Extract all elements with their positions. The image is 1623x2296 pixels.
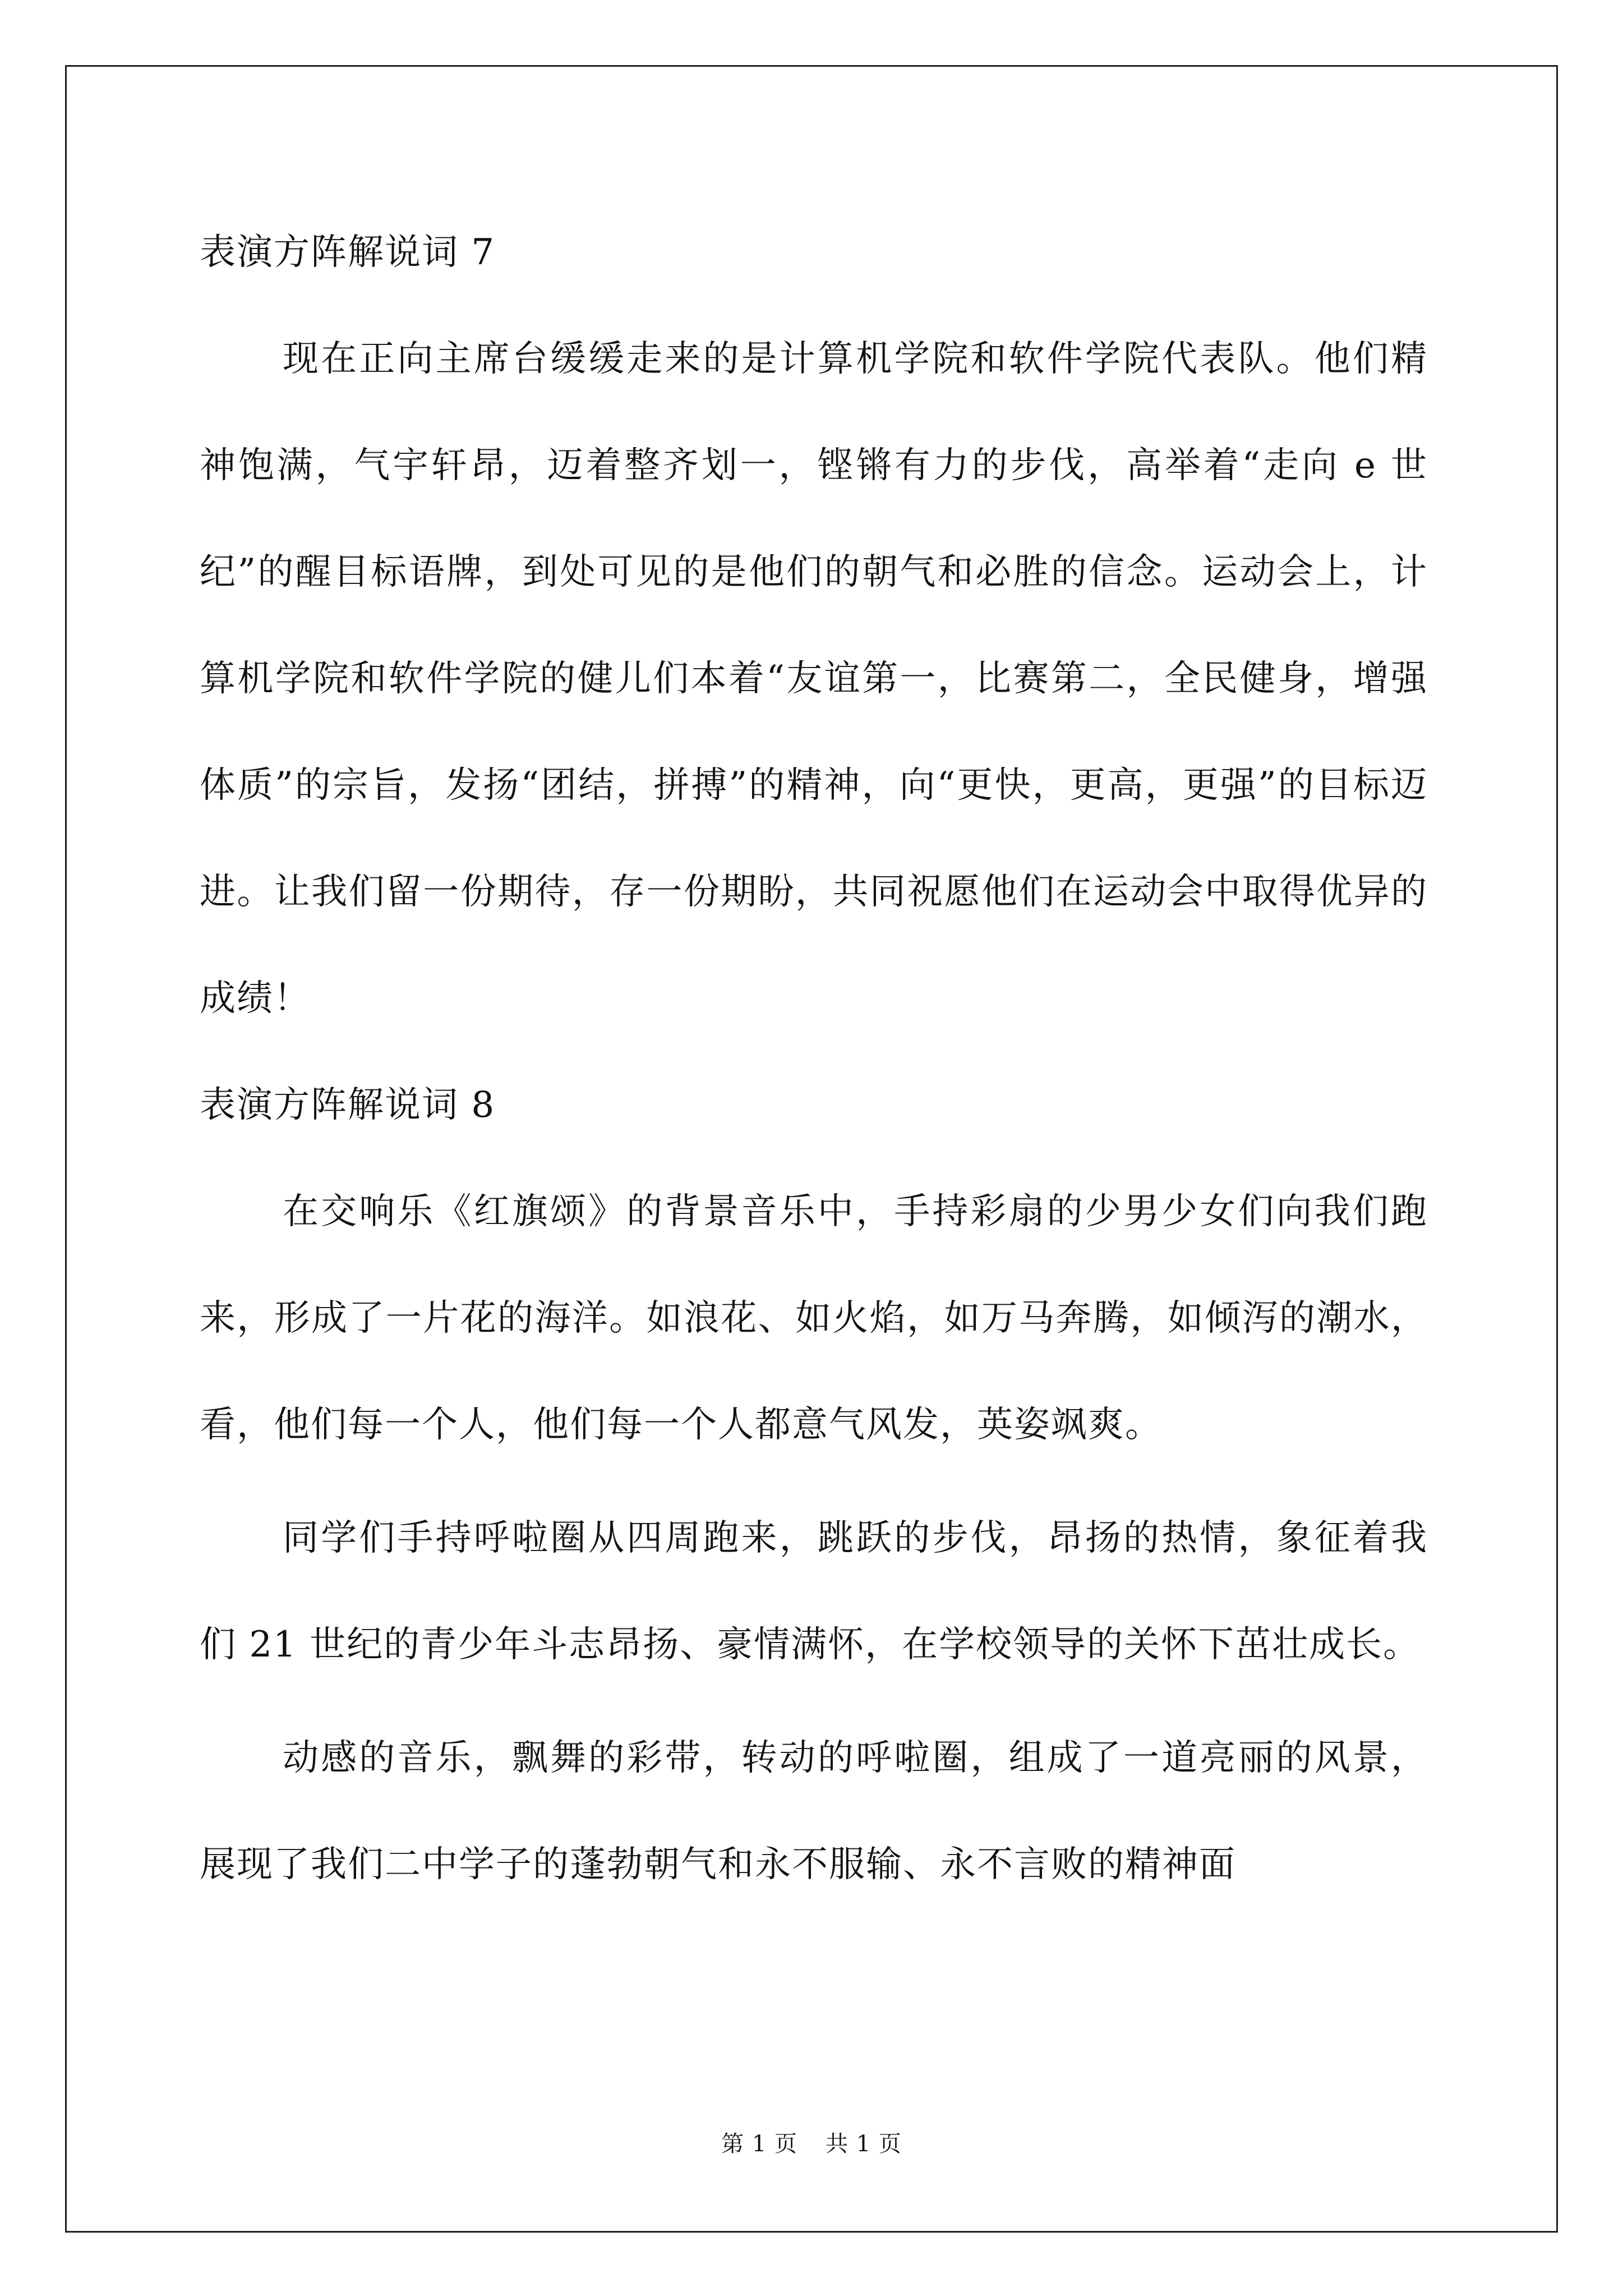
section-heading: 表演方阵解说词 8 [200, 1084, 496, 1126]
paragraph: 现在正向主席台缓缓走来的是计算机学院和软件学院代表队。他们精神饱满，气宇轩昂，迈着整齐划一，铿锵有力的步伐，高举着“走向 e 世纪”的醒目标语牌，到处可见的是他们的朝气和必胜的信念。运动会上，计算机学院和软件学院的健儿们本着“友谊第一，比赛第二，全民健身，增强体质”的宗旨，发扬“团结，拼搏”的精神，向“更快，更高，更强”的目标迈进。让我们留一份期待，存一份期盼，共同祝愿他们在运动会中取得优异的成绩！ [200, 338, 1428, 1019]
page-footer [0, 2127, 1623, 2161]
document-body [200, 199, 1428, 1918]
page-number: 第 1 页 [721, 2131, 797, 2157]
paragraph: 在交响乐《红旗颂》的背景音乐中，手持彩扇的少男少女们向我们跑来，形成了一片花的海洋。如浪花、如火焰，如万马奔腾，如倾泻的潮水，看，他们每一个人，他们每一个人都意气风发，英姿飒爽。 [200, 1191, 1428, 1446]
page-total: 共 1 页 [826, 2131, 902, 2157]
section-heading: 表演方阵解说词 7 [200, 232, 496, 273]
paragraph: 动感的音乐，飘舞的彩带，转动的呼啦圈，组成了一道亮丽的风景，展现了我们二中学子的蓬勃朝气和永不服输、永不言败的精神面 [200, 1737, 1428, 1885]
paragraph: 同学们手持呼啦圈从四周跑来，跳跃的步伐，昂扬的热情，象征着我们 21 世纪的青少年斗志昂扬、豪情满怀，在学校领导的关怀下茁壮成长。 [200, 1517, 1428, 1665]
